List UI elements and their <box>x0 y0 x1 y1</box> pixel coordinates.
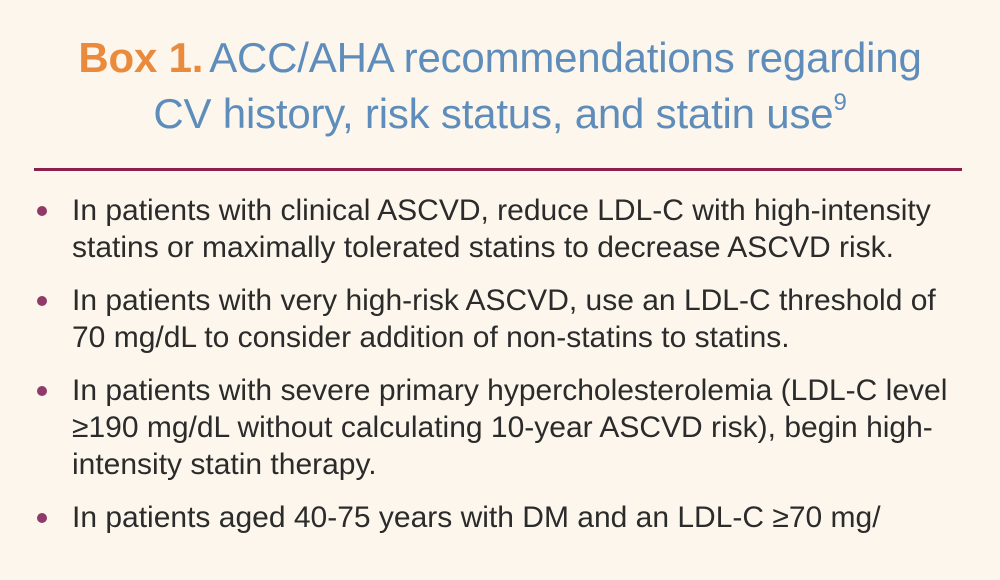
list-item <box>34 372 974 483</box>
list-item-text: In patients aged 40-75 years with DM and an LDL-C ≥70 mg/ <box>72 501 881 534</box>
bullet-icon <box>37 513 47 523</box>
reference-superscript: 9 <box>833 89 847 116</box>
list-item-text: In patients with very high-risk ASCVD, use an LDL-C threshold of 70 mg/dL to consider addition of non-statins to statins. <box>72 284 936 354</box>
bullet-icon <box>37 386 47 396</box>
title-line-2 <box>0 86 1000 142</box>
list-item <box>34 282 974 356</box>
box-label: Box 1. <box>78 34 204 81</box>
title-line-1 <box>0 30 1000 86</box>
box-title <box>0 30 1000 142</box>
list-item <box>34 192 974 266</box>
list-item-text: In patients with clinical ASCVD, reduce LDL-C with high-intensity statins or maximally tolerated statins to decrease ASCVD risk. <box>72 194 931 264</box>
title-text-1: ACC/AHA recommendations regarding <box>209 34 922 81</box>
title-text-2: CV history, risk status, and statin use <box>153 90 834 137</box>
list-item-text: In patients with severe primary hypercholesterolemia (LDL-C level ≥190 mg/dL without calculating 10-year ASCVD risk), begin high-intensity statin therapy. <box>72 374 948 481</box>
bullet-icon <box>37 296 47 306</box>
recommendation-list <box>34 192 974 552</box>
divider-rule <box>34 168 962 171</box>
bullet-icon <box>37 206 47 216</box>
list-item <box>34 499 974 536</box>
